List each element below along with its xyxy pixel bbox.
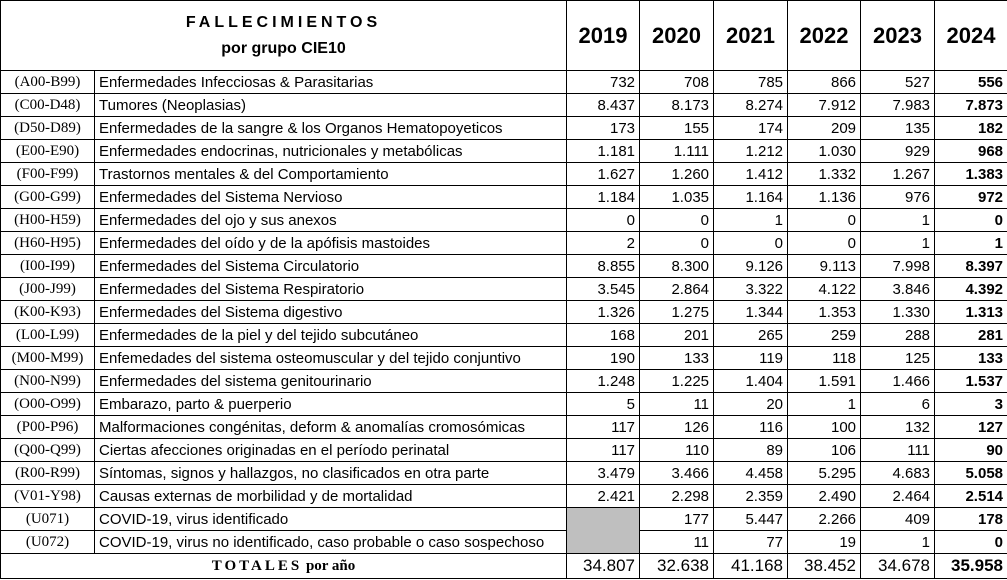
value-cell: 259 [788,324,861,347]
value-cell: 77 [714,531,788,554]
title-sub: por grupo CIE10 [221,39,346,57]
value-cell: 866 [788,71,861,94]
cause-name: Enfermedades de la piel y del tejido subcutáneo [95,324,567,347]
value-cell: 1.313 [935,301,1007,324]
value-cell: 177 [640,508,714,531]
icd-code: (N00-N99) [1,370,95,393]
icd-code: (L00-L99) [1,324,95,347]
value-cell: 111 [861,439,935,462]
value-cell: 3.466 [640,462,714,485]
year-header: 2020 [640,1,714,71]
cause-name: Enfermedades del oído y de la apófisis mastoides [95,232,567,255]
value-cell: 90 [935,439,1007,462]
value-cell: 8.397 [935,255,1007,278]
icd-code: (M00-M99) [1,347,95,370]
value-cell: 3.322 [714,278,788,301]
value-cell: 2.514 [935,485,1007,508]
value-cell: 9.126 [714,255,788,278]
value-cell: 929 [861,140,935,163]
value-cell: 89 [714,439,788,462]
icd-code: (R00-R99) [1,462,95,485]
value-cell: 0 [935,209,1007,232]
totals-label-sub: por año [305,557,356,574]
icd-code: (E00-E90) [1,140,95,163]
value-cell: 19 [788,531,861,554]
cause-name: COVID-19, virus no identificado, caso probable o caso sospechoso [95,531,567,554]
value-cell: 209 [788,117,861,140]
value-cell: 2 [567,232,640,255]
value-cell: 1 [714,209,788,232]
icd-code: (C00-D48) [1,94,95,117]
value-cell: 190 [567,347,640,370]
value-cell: 5 [567,393,640,416]
table-row [1,416,1007,439]
value-cell: 1.225 [640,370,714,393]
value-cell: 133 [640,347,714,370]
value-cell: 106 [788,439,861,462]
value-cell: 117 [567,439,640,462]
value-cell: 1.591 [788,370,861,393]
value-cell: 972 [935,186,1007,209]
value-cell: 1.030 [788,140,861,163]
year-header: 2019 [567,1,640,71]
value-cell: 0 [788,209,861,232]
value-cell: 7.912 [788,94,861,117]
value-cell: 1 [935,232,1007,255]
total-cell: 38.452 [788,554,861,579]
value-cell: 5.295 [788,462,861,485]
icd-code: (A00-B99) [1,71,95,94]
value-cell: 173 [567,117,640,140]
value-cell: 0 [935,531,1007,554]
value-cell: 8.300 [640,255,714,278]
empty-cell [567,508,640,531]
year-header: 2024 [935,1,1007,71]
value-cell: 1.111 [640,140,714,163]
value-cell: 155 [640,117,714,140]
value-cell: 1.260 [640,163,714,186]
icd-code: (P00-P96) [1,416,95,439]
table-row [1,370,1007,393]
value-cell: 556 [935,71,1007,94]
value-cell: 1.344 [714,301,788,324]
year-header: 2022 [788,1,861,71]
value-cell: 1.035 [640,186,714,209]
value-cell: 732 [567,71,640,94]
value-cell: 968 [935,140,1007,163]
value-cell: 2.266 [788,508,861,531]
value-cell: 116 [714,416,788,439]
year-header: 2023 [861,1,935,71]
value-cell: 1.353 [788,301,861,324]
value-cell: 1.326 [567,301,640,324]
value-cell: 976 [861,186,935,209]
value-cell: 1.248 [567,370,640,393]
value-cell: 2.464 [861,485,935,508]
table-title [1,1,567,71]
cause-name: Enfermedades del Sistema Circulatorio [95,255,567,278]
table-row [1,324,1007,347]
icd-code: (K00-K93) [1,301,95,324]
value-cell: 5.058 [935,462,1007,485]
value-cell: 118 [788,347,861,370]
value-cell: 1.212 [714,140,788,163]
value-cell: 1.537 [935,370,1007,393]
value-cell: 119 [714,347,788,370]
value-cell: 168 [567,324,640,347]
value-cell: 4.683 [861,462,935,485]
value-cell: 1 [861,232,935,255]
value-cell: 7.998 [861,255,935,278]
value-cell: 127 [935,416,1007,439]
value-cell: 1.404 [714,370,788,393]
value-cell: 7.873 [935,94,1007,117]
value-cell: 4.392 [935,278,1007,301]
table-row [1,439,1007,462]
table-row [1,209,1007,232]
value-cell: 135 [861,117,935,140]
table-row [1,71,1007,94]
total-cell: 32.638 [640,554,714,579]
totals-row [1,554,1007,579]
table-row [1,508,1007,531]
value-cell: 174 [714,117,788,140]
total-cell: 34.807 [567,554,640,579]
cause-name: Enfermedades del Sistema Respiratorio [95,278,567,301]
cause-name: Tumores (Neoplasias) [95,94,567,117]
value-cell: 8.274 [714,94,788,117]
value-cell: 1.383 [935,163,1007,186]
value-cell: 2.421 [567,485,640,508]
table-row [1,347,1007,370]
value-cell: 5.447 [714,508,788,531]
value-cell: 1 [788,393,861,416]
value-cell: 1.267 [861,163,935,186]
value-cell: 1.275 [640,301,714,324]
table-row [1,462,1007,485]
table-row [1,140,1007,163]
icd-code: (F00-F99) [1,163,95,186]
total-cell: 34.678 [861,554,935,579]
value-cell: 178 [935,508,1007,531]
value-cell: 11 [640,531,714,554]
icd-code: (O00-O99) [1,393,95,416]
value-cell: 708 [640,71,714,94]
value-cell: 281 [935,324,1007,347]
value-cell: 0 [640,232,714,255]
title-main: FALLECIMIENTOS [185,13,382,31]
table-row [1,531,1007,554]
table-row [1,94,1007,117]
value-cell: 100 [788,416,861,439]
cause-name: Causas externas de morbilidad y de mortalidad [95,485,567,508]
value-cell: 1.136 [788,186,861,209]
value-cell: 8.437 [567,94,640,117]
value-cell: 1.184 [567,186,640,209]
value-cell: 3 [935,393,1007,416]
value-cell: 20 [714,393,788,416]
value-cell: 2.359 [714,485,788,508]
table-row [1,232,1007,255]
value-cell: 133 [935,347,1007,370]
value-cell: 409 [861,508,935,531]
cause-name: Enfermedades Infecciosas & Parasitarias [95,71,567,94]
table-row [1,117,1007,140]
table-row [1,255,1007,278]
value-cell: 1.466 [861,370,935,393]
value-cell: 3.545 [567,278,640,301]
icd-code: (Q00-Q99) [1,439,95,462]
value-cell: 1.181 [567,140,640,163]
cause-name: Enfermedades de la sangre & los Organos Hematopoyeticos [95,117,567,140]
icd-code: (H60-H95) [1,232,95,255]
value-cell: 11 [640,393,714,416]
value-cell: 8.855 [567,255,640,278]
icd-code: (U072) [1,531,95,554]
value-cell: 4.458 [714,462,788,485]
value-cell: 2.298 [640,485,714,508]
icd-code: (V01-Y98) [1,485,95,508]
icd-code: (G00-G99) [1,186,95,209]
value-cell: 1.330 [861,301,935,324]
value-cell: 1.332 [788,163,861,186]
value-cell: 0 [567,209,640,232]
value-cell: 3.479 [567,462,640,485]
table-row [1,485,1007,508]
value-cell: 8.173 [640,94,714,117]
value-cell: 0 [714,232,788,255]
table-row [1,163,1007,186]
totals-label-main: TOTALES [211,557,303,574]
table-row [1,301,1007,324]
icd-code: (U071) [1,508,95,531]
totals-label [1,554,567,579]
icd-code: (H00-H59) [1,209,95,232]
value-cell: 1.164 [714,186,788,209]
cause-name: Ciertas afecciones originadas en el período perinatal [95,439,567,462]
value-cell: 1 [861,531,935,554]
cause-name: Síntomas, signos y hallazgos, no clasificados en otra parte [95,462,567,485]
cause-name: Embarazo, parto & puerperio [95,393,567,416]
value-cell: 132 [861,416,935,439]
value-cell: 125 [861,347,935,370]
value-cell: 785 [714,71,788,94]
total-cell: 41.168 [714,554,788,579]
value-cell: 265 [714,324,788,347]
cause-name: Trastornos mentales & del Comportamiento [95,163,567,186]
year-header: 2021 [714,1,788,71]
header-row [1,1,1007,71]
cause-name: Enfermedades del Sistema Nervioso [95,186,567,209]
value-cell: 182 [935,117,1007,140]
cause-name: Enfermedades del sistema genitourinario [95,370,567,393]
value-cell: 1.627 [567,163,640,186]
cause-name: Enfermedades endocrinas, nutricionales y metabólicas [95,140,567,163]
icd-code: (D50-D89) [1,117,95,140]
value-cell: 9.113 [788,255,861,278]
value-cell: 2.864 [640,278,714,301]
cause-name: Enfermedades del Sistema digestivo [95,301,567,324]
value-cell: 527 [861,71,935,94]
cause-name: Enfermedades del ojo y sus anexos [95,209,567,232]
value-cell: 117 [567,416,640,439]
value-cell: 1.412 [714,163,788,186]
cause-name: COVID-19, virus identificado [95,508,567,531]
value-cell: 126 [640,416,714,439]
table-row [1,278,1007,301]
value-cell: 7.983 [861,94,935,117]
table-row [1,393,1007,416]
value-cell: 201 [640,324,714,347]
cause-name: Malformaciones congénitas, deform & anomalías cromosómicas [95,416,567,439]
value-cell: 3.846 [861,278,935,301]
value-cell: 2.490 [788,485,861,508]
icd-code: (J00-J99) [1,278,95,301]
empty-cell [567,531,640,554]
value-cell: 110 [640,439,714,462]
cause-name: Enfemedades del sistema osteomuscular y del tejido conjuntivo [95,347,567,370]
value-cell: 6 [861,393,935,416]
value-cell: 0 [788,232,861,255]
value-cell: 1 [861,209,935,232]
value-cell: 0 [640,209,714,232]
icd-code: (I00-I99) [1,255,95,278]
table-row [1,186,1007,209]
value-cell: 288 [861,324,935,347]
total-cell: 35.958 [935,554,1007,579]
value-cell: 4.122 [788,278,861,301]
